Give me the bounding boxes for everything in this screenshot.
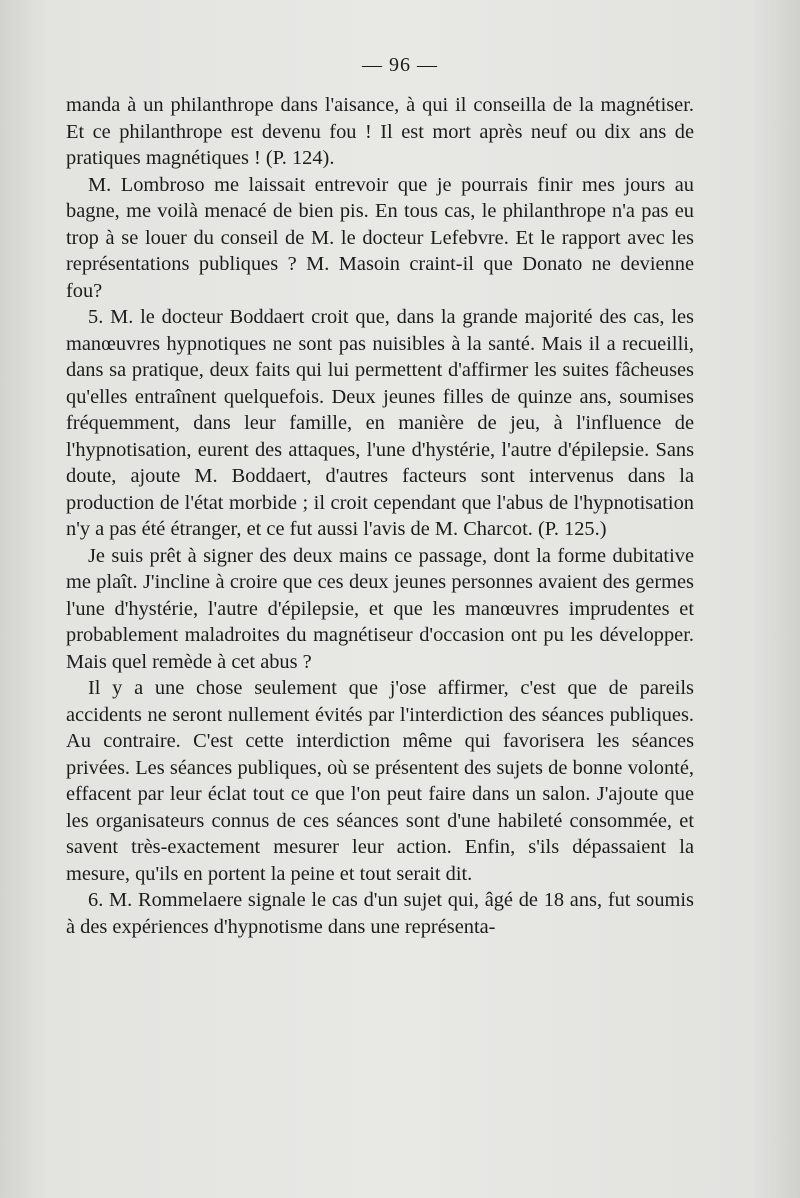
paragraph: 6. M. Rommelaere signale le cas d'un sujet qui, âgé de 18 ans, fut soumis à des expériences d'hypnotisme dans une représenta- [66, 889, 694, 938]
page-body [66, 92, 694, 940]
page-number-header: — 96 — [362, 54, 438, 76]
paragraph: 5. M. le docteur Boddaert croit que, dans la grande majorité des cas, les manœuvres hypnotiques ne sont pas nuisibles à la santé. Mais il a recueilli, dans sa pratique, deux faits qui lui permettent d'affirmer les suites fâcheuses qu'elles entraînent quelquefois. Deux jeunes filles de quinze ans, soumises fréquemment, dans leur famille, en manière de jeu, à l'influence de l'hypnotisation, eurent des attaques, l'une d'hystérie, l'autre d'épilepsie. Sans doute, ajoute M. Boddaert, d'autres facteurs sont intervenus dans la production de l'état morbide ; il croit cependant que l'abus de l'hypnotisation n'y a pas été étranger, et ce fut aussi l'avis de M. Charcot. (P. 125.) [66, 306, 694, 540]
paragraph: M. Lombroso me laissait entrevoir que je pourrais finir mes jours au bagne, me voilà menacé de bien pis. En tous cas, le philanthrope n'a pas eu trop à se louer du conseil de M. le docteur Lefebvre. Et le rapport avec les représentations publiques ? M. Masoin craint-il que Donato ne devienne fou? [66, 173, 694, 302]
paragraph-continued: manda à un philanthrope dans l'aisance, à qui il conseilla de la magnétiser. Et ce philanthrope est devenu fou ! Il est mort après neuf ou dix ans de pratiques magnétiques ! (P. 124). [66, 94, 694, 169]
paragraph: Il y a une chose seulement que j'ose affirmer, c'est que de pareils accidents ne seront nullement évités par l'interdiction des séances publiques. Au contraire. C'est cette interdiction même qui favorisera les séances privées. Les séances publiques, où se présentent des sujets de bonne volonté, effacent par leur éclat tout ce que l'on peut faire dans un salon. J'ajoute que les organisateurs connus de ces séances sont d'une habileté consommée, et savent très-exactement mesurer leur action. Enfin, s'ils dépassaient la mesure, qu'ils en portent la peine et tout serait dit. [66, 677, 694, 885]
paragraph: Je suis prêt à signer des deux mains ce passage, dont la forme dubitative me plaît. J'incline à croire que ces deux jeunes personnes avaient des germes l'une d'hystérie, l'autre d'épilepsie, et que les manœuvres imprudentes et probablement maladroites du magnétiseur d'occasion ont pu les développer. Mais quel remède à cet abus ? [66, 544, 694, 673]
